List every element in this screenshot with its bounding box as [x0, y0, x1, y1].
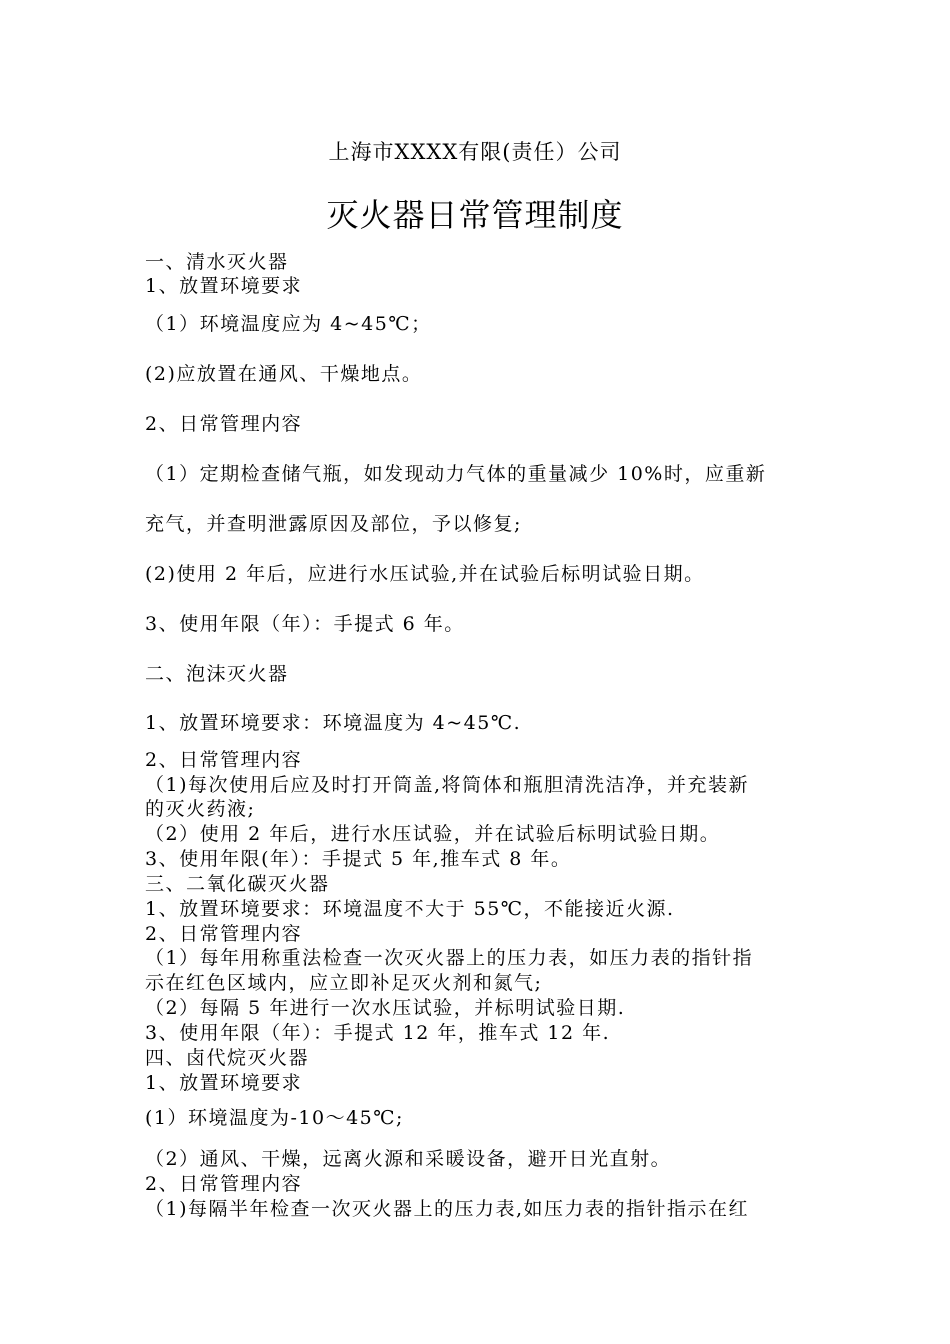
list-item: （2）每隔 5 年进行一次水压试验，并标明试验日期.	[145, 997, 626, 1019]
document-title: 灭火器日常管理制度	[326, 196, 624, 234]
list-item: （1）定期检查储气瓶，如发现动力气体的重量减少 10%时，应重新	[145, 463, 767, 485]
subheading-service-life: 3、使用年限(年）：手提式 5 年,推车式 8 年。	[145, 848, 572, 870]
subheading-daily-management: 2、日常管理内容	[145, 923, 303, 945]
list-item-continued: 示在红色区域内，应立即补足灭火剂和氮气;	[145, 972, 543, 994]
list-item-continued: 的灭火药液;	[145, 798, 256, 820]
section-heading-water-extinguisher: 一、清水灭火器	[145, 251, 289, 273]
list-item: （1）环境温度应为 4~45℃；	[145, 313, 432, 335]
subheading-placement: 1、放置环境要求	[145, 275, 303, 297]
subheading-daily-management: 2、日常管理内容	[145, 413, 303, 435]
section-heading-halon-extinguisher: 四、卤代烷灭火器	[145, 1047, 310, 1069]
list-item: （1）每年用称重法检查一次灭火器上的压力表，如压力表的指针指	[145, 947, 754, 969]
company-name: 上海市XXXX有限(责任）公司	[328, 140, 622, 164]
subheading-placement: 1、放置环境要求：环境温度不大于 55℃，不能接近火源.	[145, 898, 675, 920]
subheading-daily-management: 2、日常管理内容	[145, 1173, 303, 1195]
subheading-placement: 1、放置环境要求	[145, 1072, 303, 1094]
section-heading-foam-extinguisher: 二、泡沫灭火器	[145, 663, 289, 685]
list-item: （1)每隔半年检查一次灭火器上的压力表,如压力表的指针指示在红	[145, 1198, 750, 1220]
list-item: (1）环境温度为-10～45℃;	[145, 1107, 404, 1129]
list-item: (2)应放置在通风、干燥地点。	[145, 363, 423, 385]
list-item: （1)每次使用后应及时打开筒盖,将筒体和瓶胆清洗洁净，并充装新	[145, 774, 750, 796]
section-heading-co2-extinguisher: 三、二氧化碳灭火器	[145, 873, 330, 895]
subheading-daily-management: 2、日常管理内容	[145, 749, 303, 771]
list-item-continued: 充气，并查明泄露原因及部位，予以修复;	[145, 513, 522, 535]
subheading-service-life: 3、使用年限（年）：手提式 12 年，推车式 12 年.	[145, 1022, 611, 1044]
subheading-placement: 1、放置环境要求：环境温度为 4~45℃.	[145, 712, 522, 734]
list-item: （2）使用 2 年后，进行水压试验，并在试验后标明试验日期。	[145, 823, 721, 845]
subheading-service-life: 3、使用年限（年）：手提式 6 年。	[145, 613, 465, 635]
list-item: (2)使用 2 年后，应进行水压试验,并在试验后标明试验日期。	[145, 563, 705, 585]
list-item: （2）通风、干燥，远离火源和采暖设备，避开日光直射。	[145, 1148, 672, 1170]
